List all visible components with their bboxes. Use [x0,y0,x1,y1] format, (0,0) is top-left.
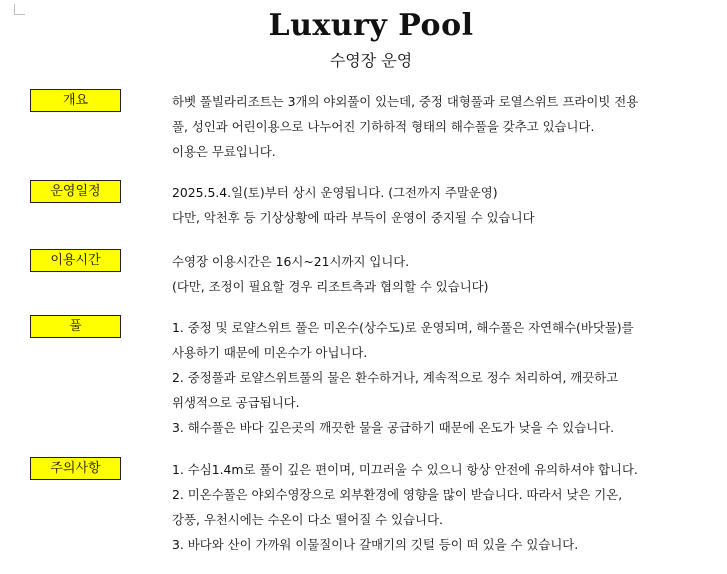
body-line: 1. 중정 및 로얄스위트 풀은 미온수(상수도)로 운영되며, 해수풀은 자연해수(바닷물)를 [172,320,634,335]
body-line: 2. 중정풀과 로얄스위트풀의 물은 환수하거나, 계속적으로 정수 처리하여, 깨끗하고 [172,370,619,385]
section-label-cautions: 주의사항 [30,457,121,480]
body-line: 2025.5.4.일(토)부터 상시 운영됩니다. (그전까지 주말운영) [172,185,498,200]
section-label-schedule: 운영일정 [30,180,121,203]
section-label-pool: 풀 [30,315,121,338]
body-line: (다만, 조정이 필요할 경우 리조트측과 협의할 수 있습니다) [172,279,489,294]
body-line: 2. 미온수풀은 야외수영장으로 외부환경에 영향을 많이 받습니다. 따라서 낮은 기온, [172,487,623,502]
body-line: 3. 바다와 산이 가까워 이물질이나 갈매기의 깃털 등이 떠 있을 수 있습니다. [172,537,579,552]
body-line: 사용하기 때문에 미온수가 아닙니다. [172,345,368,360]
body-line: 수영장 이용시간은 16시~21시까지 입니다. [172,254,410,269]
section-body-cautions [172,457,712,557]
section-body-schedule [172,180,712,230]
body-line: 3. 해수풀은 바다 깊은곳의 깨끗한 물을 공급하기 때문에 온도가 낮을 수 있습니다. [172,420,615,435]
section-body-pool [172,315,712,440]
body-line: 이용은 무료입니다. [172,144,276,159]
body-line: 위생적으로 공급됩니다. [172,395,300,410]
body-line: 하벳 풀빌라리조트는 3개의 야외풀이 있는데, 중정 대형풀과 로열스위트 프라이빗 전용 [172,94,639,109]
section-body-hours [172,249,712,299]
body-line: 다만, 악천후 등 기상상황에 따라 부득이 운영이 중지될 수 있습니다 [172,210,535,225]
body-line: 풀, 성인과 어린이용으로 나누어진 기하하적 형태의 해수풀을 갖추고 있습니다. [172,119,595,134]
page-subtitle: 수영장 운영 [329,51,413,70]
body-line: 강풍, 우천시에는 수온이 다소 떨어질 수 있습니다. [172,512,443,527]
section-label-overview: 개요 [30,89,121,112]
page-title: Luxury Pool [268,8,474,43]
section-label-hours: 이용시간 [30,249,121,272]
section-body-overview [172,89,712,164]
body-line: 1. 수심1.4m로 풀이 깊은 편이며, 미끄러울 수 있으니 항상 안전에 유의하셔야 합니다. [172,462,638,477]
